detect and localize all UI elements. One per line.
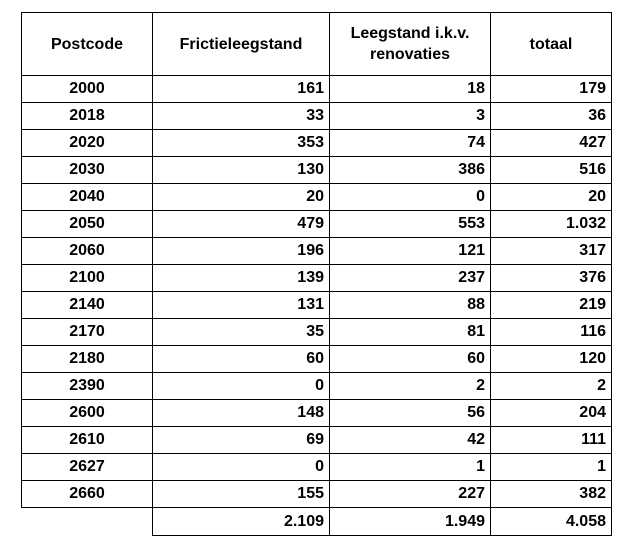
cell-frictieleegstand: 35 xyxy=(153,319,330,346)
cell-leegstand-renovaties: 18 xyxy=(330,76,491,103)
cell-totaal: 1.032 xyxy=(491,211,612,238)
cell-totaal: 317 xyxy=(491,238,612,265)
table-row xyxy=(22,238,612,265)
cell-frictieleegstand: 155 xyxy=(153,481,330,508)
table-row xyxy=(22,292,612,319)
cell-frictieleegstand: 161 xyxy=(153,76,330,103)
cell-leegstand-renovaties: 386 xyxy=(330,157,491,184)
cell-postcode: 2040 xyxy=(22,184,153,211)
cell-frictieleegstand: 0 xyxy=(153,373,330,400)
cell-totaal: 204 xyxy=(491,400,612,427)
cell-frictieleegstand: 196 xyxy=(153,238,330,265)
table-row xyxy=(22,373,612,400)
cell-postcode: 2020 xyxy=(22,130,153,157)
table-row xyxy=(22,103,612,130)
table-row xyxy=(22,481,612,508)
cell-leegstand-renovaties: 121 xyxy=(330,238,491,265)
cell-leegstand-renovaties: 56 xyxy=(330,400,491,427)
header-leegstand-renovaties: Leegstand i.k.v. renovaties xyxy=(330,13,491,76)
totals-row xyxy=(22,508,612,536)
cell-frictieleegstand: 131 xyxy=(153,292,330,319)
cell-totaal: 427 xyxy=(491,130,612,157)
cell-leegstand-renovaties: 42 xyxy=(330,427,491,454)
cell-totaal: 382 xyxy=(491,481,612,508)
cell-postcode: 2627 xyxy=(22,454,153,481)
table-row xyxy=(22,319,612,346)
totals-empty-cell xyxy=(22,508,153,536)
table-row xyxy=(22,130,612,157)
cell-postcode: 2140 xyxy=(22,292,153,319)
cell-leegstand-renovaties: 553 xyxy=(330,211,491,238)
cell-totaal: 1 xyxy=(491,454,612,481)
cell-leegstand-renovaties: 60 xyxy=(330,346,491,373)
cell-totaal: 219 xyxy=(491,292,612,319)
cell-totaal: 111 xyxy=(491,427,612,454)
cell-postcode: 2660 xyxy=(22,481,153,508)
cell-leegstand-renovaties: 2 xyxy=(330,373,491,400)
cell-frictieleegstand: 353 xyxy=(153,130,330,157)
cell-totaal: 120 xyxy=(491,346,612,373)
cell-leegstand-renovaties: 227 xyxy=(330,481,491,508)
table-row xyxy=(22,184,612,211)
cell-leegstand-renovaties: 1 xyxy=(330,454,491,481)
header-row xyxy=(22,13,612,76)
cell-totaal: 516 xyxy=(491,157,612,184)
cell-totaal: 20 xyxy=(491,184,612,211)
table-row xyxy=(22,265,612,292)
header-postcode: Postcode xyxy=(22,13,153,76)
cell-postcode: 2100 xyxy=(22,265,153,292)
cell-postcode: 2610 xyxy=(22,427,153,454)
cell-postcode: 2600 xyxy=(22,400,153,427)
cell-leegstand-renovaties: 81 xyxy=(330,319,491,346)
cell-totaal: 36 xyxy=(491,103,612,130)
total-frictieleegstand: 2.109 xyxy=(153,508,330,536)
table-row xyxy=(22,211,612,238)
cell-totaal: 376 xyxy=(491,265,612,292)
header-frictieleegstand: Frictieleegstand xyxy=(153,13,330,76)
cell-postcode: 2050 xyxy=(22,211,153,238)
cell-totaal: 179 xyxy=(491,76,612,103)
table-row xyxy=(22,454,612,481)
total-leegstand-renovaties: 1.949 xyxy=(330,508,491,536)
cell-frictieleegstand: 479 xyxy=(153,211,330,238)
cell-frictieleegstand: 0 xyxy=(153,454,330,481)
table-row xyxy=(22,427,612,454)
cell-frictieleegstand: 130 xyxy=(153,157,330,184)
cell-totaal: 116 xyxy=(491,319,612,346)
cell-postcode: 2060 xyxy=(22,238,153,265)
table-row xyxy=(22,76,612,103)
cell-postcode: 2170 xyxy=(22,319,153,346)
total-totaal: 4.058 xyxy=(491,508,612,536)
cell-leegstand-renovaties: 237 xyxy=(330,265,491,292)
cell-frictieleegstand: 139 xyxy=(153,265,330,292)
cell-leegstand-renovaties: 88 xyxy=(330,292,491,319)
cell-postcode: 2180 xyxy=(22,346,153,373)
cell-frictieleegstand: 20 xyxy=(153,184,330,211)
cell-frictieleegstand: 60 xyxy=(153,346,330,373)
cell-frictieleegstand: 33 xyxy=(153,103,330,130)
cell-postcode: 2018 xyxy=(22,103,153,130)
cell-postcode: 2030 xyxy=(22,157,153,184)
vacancy-table-body xyxy=(22,13,612,536)
cell-postcode: 2000 xyxy=(22,76,153,103)
cell-postcode: 2390 xyxy=(22,373,153,400)
header-totaal: totaal xyxy=(491,13,612,76)
table-row xyxy=(22,157,612,184)
table-row xyxy=(22,400,612,427)
cell-leegstand-renovaties: 0 xyxy=(330,184,491,211)
cell-frictieleegstand: 69 xyxy=(153,427,330,454)
table-row xyxy=(22,346,612,373)
cell-totaal: 2 xyxy=(491,373,612,400)
cell-frictieleegstand: 148 xyxy=(153,400,330,427)
cell-leegstand-renovaties: 74 xyxy=(330,130,491,157)
vacancy-table xyxy=(21,12,612,536)
cell-leegstand-renovaties: 3 xyxy=(330,103,491,130)
